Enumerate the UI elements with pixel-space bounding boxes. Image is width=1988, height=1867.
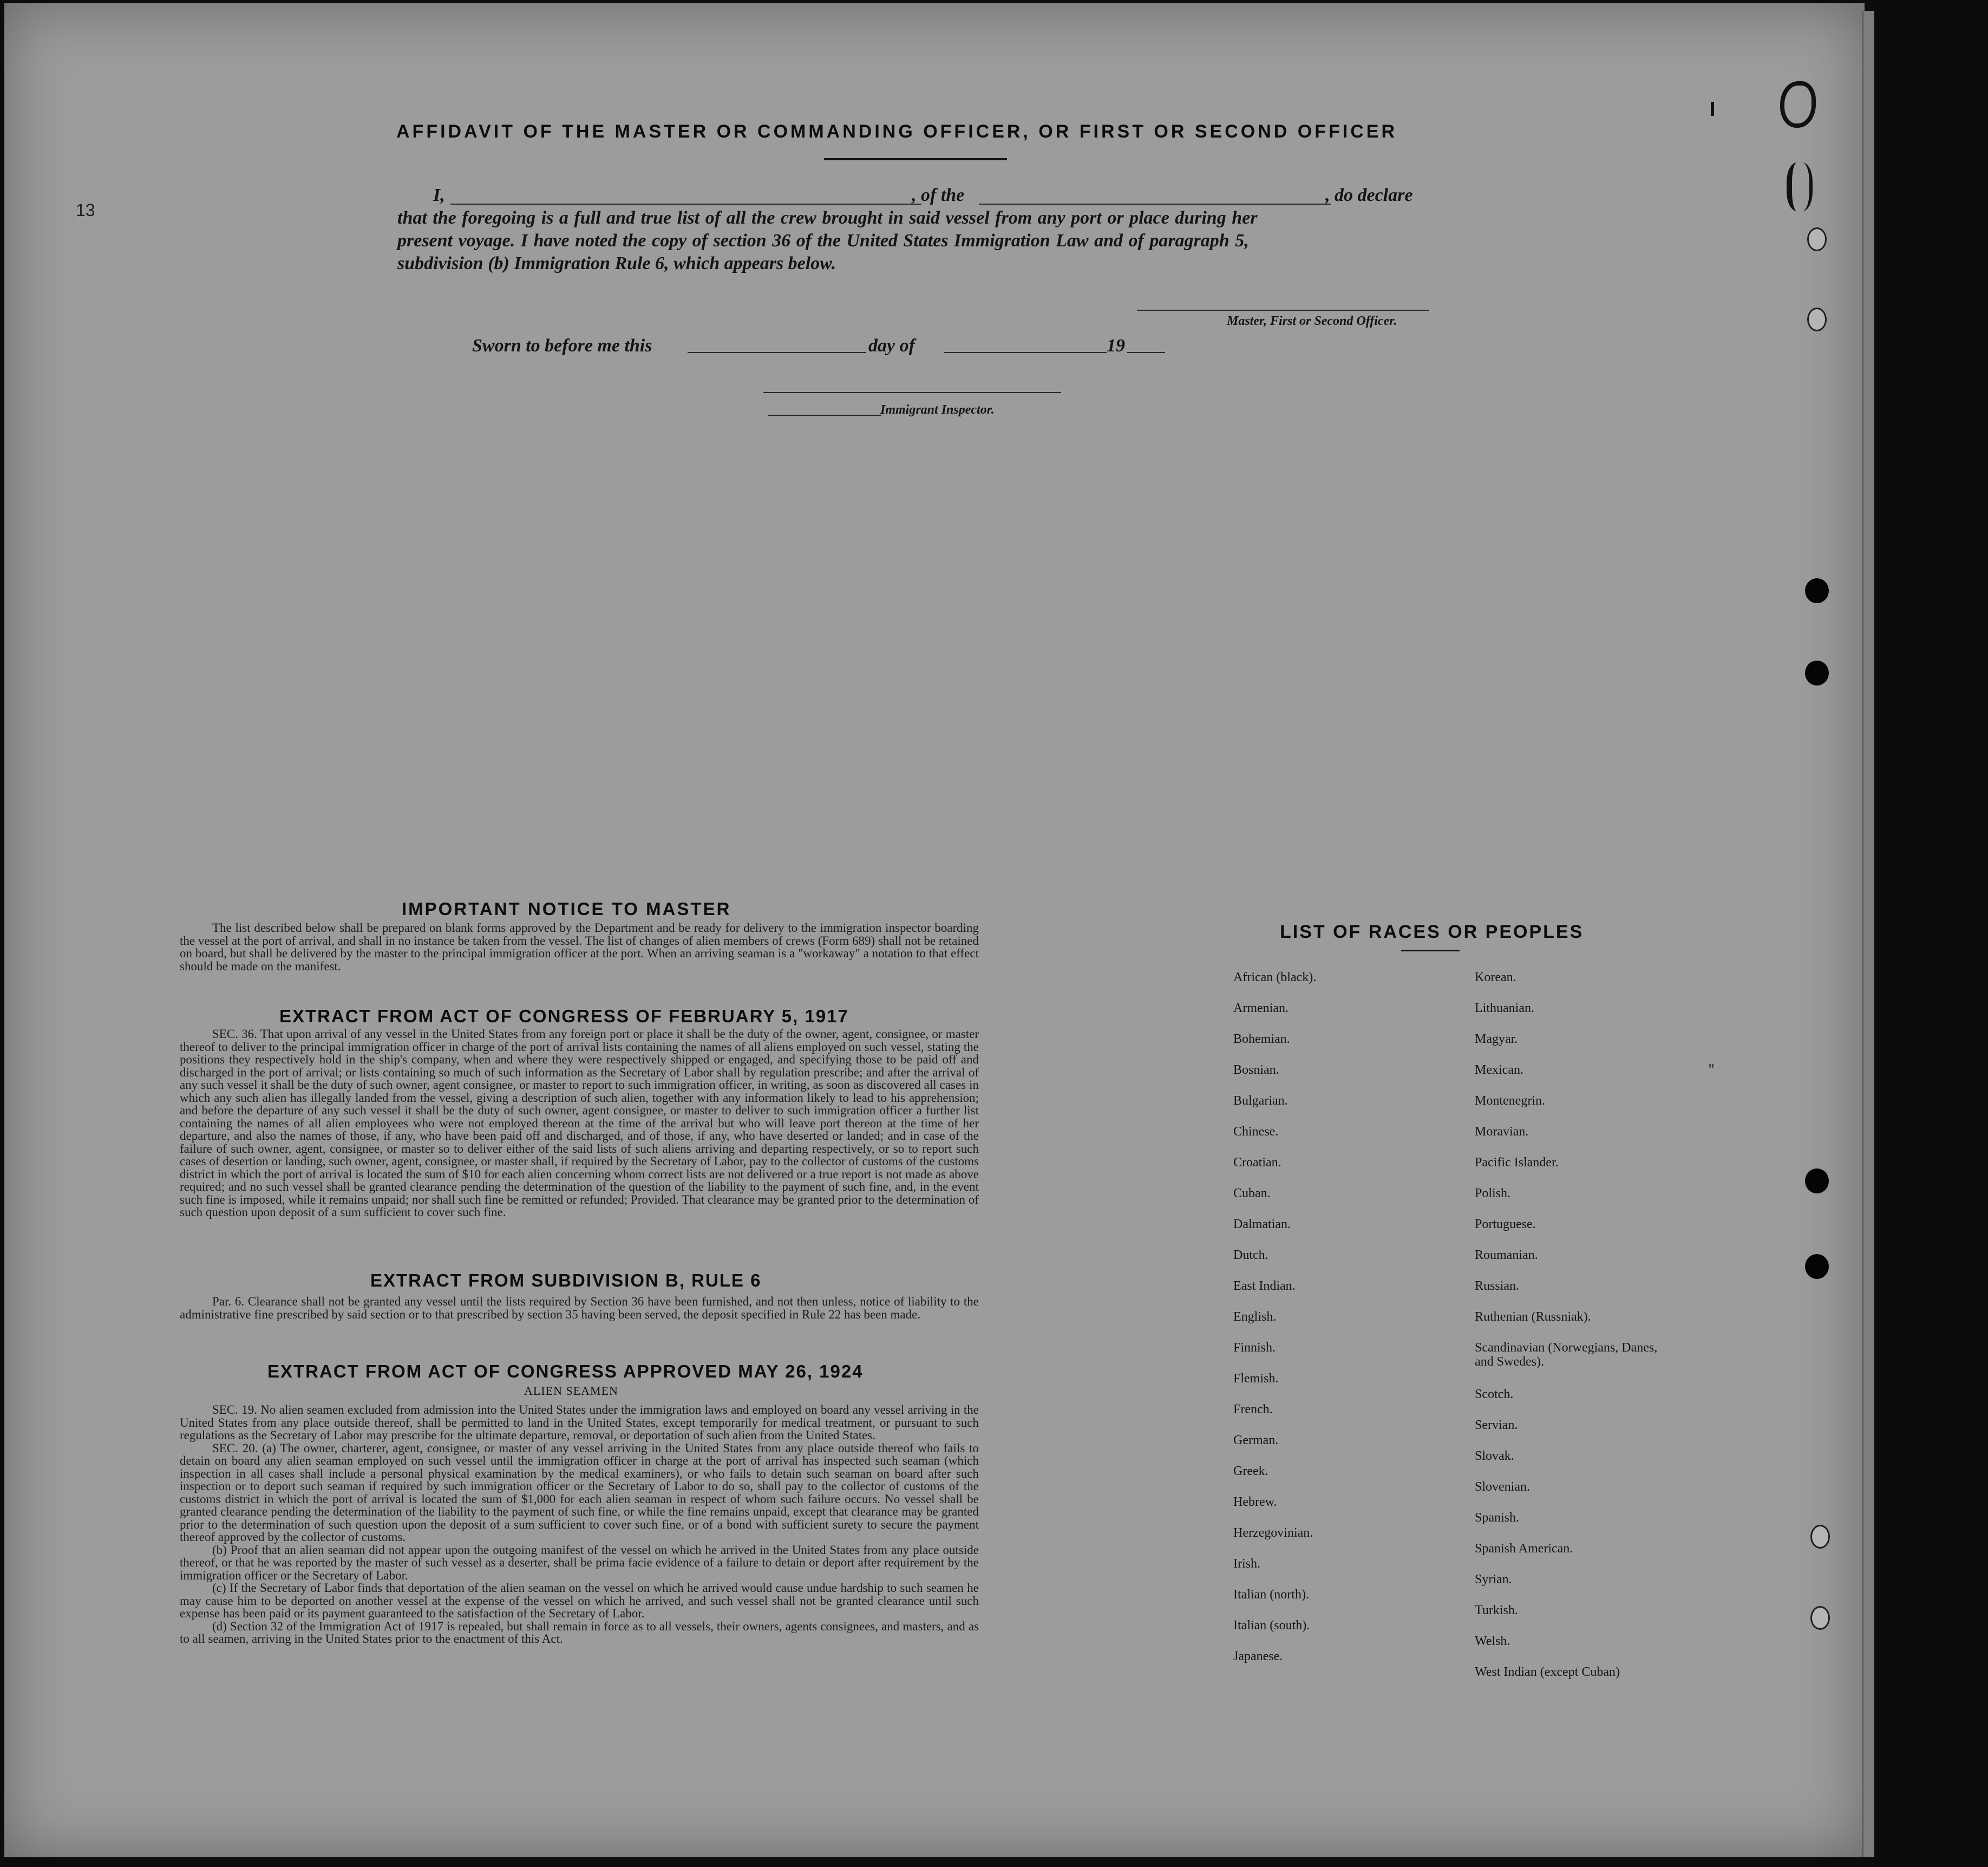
race-right-item: Spanish American. bbox=[1475, 1542, 1573, 1556]
section-19-paragraph: SEC. 19. No alien seamen excluded from admission into the United States under the immigration laws and employed on board any vessel arriving in the United States from any place outside thereof, shall be permitted to land in the United States, except temporarily for medical treatment, or pursuant to such regulations as the Secretary of Labor may prescribe for the ultimate departure, removal, or deportation of such alien from the United States. bbox=[180, 1403, 979, 1442]
section-20c-paragraph: (c) If the Secretary of Labor finds that deportation of the alien seaman on the vessel on which he arrived would cause undue hardship to such seamen he may cause him to be deported on another vessel at the expense of the vessel on which he arrived, and such vessel shall not be granted clearance until such expense has been paid or its payment guaranteed to the satisfaction of the Secretary of Labor. bbox=[180, 1581, 979, 1620]
page-edge bbox=[1862, 11, 1874, 1857]
race-left-item: East Indian. bbox=[1233, 1279, 1296, 1293]
extract-1924-title: EXTRACT FROM ACT OF CONGRESS APPROVED MAY 26, 1924 bbox=[267, 1361, 864, 1381]
race-left-item: Italian (south). bbox=[1233, 1618, 1310, 1633]
master-signature-line[interactable] bbox=[1137, 310, 1429, 311]
affidavit-i: I, bbox=[433, 185, 445, 205]
race-right-item: Korean. bbox=[1475, 970, 1516, 984]
notice-text bbox=[180, 922, 979, 972]
binder-hole bbox=[1805, 661, 1829, 686]
race-right-item: Polish. bbox=[1475, 1186, 1511, 1200]
race-right-item: Ruthenian (Russniak). bbox=[1475, 1310, 1591, 1324]
binder-hole bbox=[1810, 1606, 1830, 1630]
race-right-item: Spanish. bbox=[1475, 1511, 1520, 1525]
race-left-item: German. bbox=[1233, 1433, 1279, 1447]
section-20b-paragraph: (b) Proof that an alien seaman did not appear upon the outgoing manifest of the vessel on which he arrived in the United States from any place outside thereof, or that he was reported by the master of such vessel as a deserter, shall be prima facie evidence of a failure to detain or deport after requirement by the immigration officer or the Secretary of Labor. bbox=[180, 1543, 979, 1582]
race-left-item: Herzegovinian. bbox=[1233, 1526, 1313, 1540]
binder-hole bbox=[1807, 227, 1827, 251]
race-left-item: Greek. bbox=[1233, 1464, 1268, 1478]
race-right-item: Mexican. bbox=[1475, 1063, 1523, 1077]
race-left-item: Hebrew. bbox=[1233, 1495, 1277, 1509]
master-label: Master, First or Second Officer. bbox=[1227, 314, 1397, 328]
extract-1924-text bbox=[180, 1403, 979, 1646]
vessel-name-line[interactable] bbox=[979, 204, 1331, 205]
race-right-item: Scandinavian (Norwegians, Danes, and Swedes). bbox=[1475, 1341, 1658, 1369]
affidavit-line3: present voyage. I have noted the copy of section 36 of the United States Immigration Law and of paragraph 5, bbox=[397, 231, 1249, 251]
binder-hole bbox=[1805, 1254, 1829, 1279]
handwritten-mark-top bbox=[1780, 81, 1816, 128]
race-right-item: Magyar. bbox=[1475, 1032, 1518, 1046]
section-36-paragraph: SEC. 36. That upon arrival of any vessel in the United States from any foreign port or place it shall be the duty of the owner, agent, consignee, or master thereof to deliver to the principal immigration officer in charge of the port of arrival lists containing the names of all aliens employed on such vessel, stating the positions they respectively hold in the ship's company, when and where they were respectively shipped or engaged, and specifying those to be paid off and discharged in the port of arrival; or lists containing so much of such information as the Secretary of Labor shall by regulation prescribe; and after the arrival of any such vessel it shall be the duty of such owner, agent consignee, or master to report to such immigration officer, in writing, as soon as discovered all cases in which any such alien has illegally landed from the vessel, giving a description of such alien, together with any information likely to lead to his apprehension; and before the departure of any such vessel it shall be the duty of such owner, agent consignee, or master to deliver to such immigration officer a further list containing the names of all alien employees who were not employed thereon at the time of the arrival but who will leave port thereon at the time of her departure, and also the names of those, if any, who have been paid off and discharged, and of those, if any, who have deserted or landed; and in case of the failure of such owner, agent, consignee, or master so to deliver either of the said lists of such aliens arriving and departing respectively, or so to report such cases of desertion or landing, such owner, agent, consignee, or master shall, if required by the Secretary of Labor, pay to the collector of customs of the customs district in which the port of arrival is located the sum of $10 for each alien concerning whom correct lists are not delivered or a true report is not made as above required; and no such vessel shall be granted clearance pending the determination of the question of the liability to the payment of such fine, and, in the event such fine is imposed, while it remains unpaid; nor shall such fine be remitted or refunded; Provided. That clearance may be granted prior to the determination of such question upon deposit of a sum sufficient to cover such fine. bbox=[180, 1027, 979, 1219]
binder-hole bbox=[1805, 1168, 1829, 1193]
notice-title: IMPORTANT NOTICE TO MASTER bbox=[402, 899, 731, 919]
declarant-name-line[interactable] bbox=[450, 204, 921, 205]
race-left-item: Flemish. bbox=[1233, 1372, 1279, 1386]
race-left-item: Croatian. bbox=[1233, 1156, 1281, 1170]
race-right-item: Pacific Islander. bbox=[1475, 1156, 1559, 1170]
section-20d-paragraph: (d) Section 32 of the Immigration Act of 1917 is repealed, but shall remain in force as to all vessels, their owners, agents consignees, and masters, and as to all seamen, arriving in the United States prior to the enactment of this Act. bbox=[180, 1619, 979, 1646]
sworn-text: Sworn to before me this bbox=[472, 336, 652, 356]
race-right-item: Portuguese. bbox=[1475, 1217, 1536, 1231]
race-right-item: West Indian (except Cuban) bbox=[1475, 1665, 1620, 1679]
races-title-rule bbox=[1401, 950, 1460, 951]
affidavit-declare: , do declare bbox=[1325, 185, 1413, 205]
race-left-item: Finnish. bbox=[1233, 1341, 1276, 1355]
section-20a-paragraph: SEC. 20. (a) The owner, charterer, agent, consignee, or master of any vessel arriving in the United States from any place outside thereof who fails to detain on board any alien seaman employed on such vessel until the immigration officer in charge at the port of arrival has inspected such seaman (which inspection in all cases shall include a personal physical examination by the medical examiners), or who fails to detain such seaman on board after such inspection or to deport such seaman if required by such immigration officer or the Secretary of Labor to do so, shall pay to the collector of customs of the customs district in which the port of arrival is located the sum of $1,000 for each alien seaman in respect of whom such failure occurs. No vessel shall be granted clearance pending the determination of the liability to the payment of such fine, or while the fine remains unpaid, except that clearance may be granted prior to the determination of such question upon the deposit of a sum sufficient to cover such fine, or of a bond with sufficient surety to secure the payment thereof approved by the collector of customs. bbox=[180, 1441, 979, 1544]
edge-tick bbox=[1711, 102, 1714, 116]
subdivision-b-text bbox=[180, 1295, 979, 1321]
binder-hole bbox=[1810, 1525, 1830, 1549]
race-right-item: Montenegrin. bbox=[1475, 1094, 1545, 1108]
binder-hole bbox=[1807, 308, 1827, 331]
handwritten-mark-second bbox=[1787, 162, 1813, 211]
race-left-item: Bosnian. bbox=[1233, 1063, 1279, 1077]
race-right-item: Scotch. bbox=[1475, 1387, 1514, 1401]
race-left-item: Japanese. bbox=[1233, 1649, 1283, 1663]
extract-1917-title: EXTRACT FROM ACT OF CONGRESS OF FEBRUARY 5, 1917 bbox=[279, 1006, 849, 1026]
race-right-item: Slovak. bbox=[1475, 1449, 1514, 1463]
race-right-item: Servian. bbox=[1475, 1418, 1518, 1432]
margin-mark-lower-right: ” bbox=[1709, 1061, 1714, 1079]
race-left-item: Chinese. bbox=[1233, 1125, 1279, 1139]
race-right-item: Russian. bbox=[1475, 1279, 1520, 1293]
race-left-item: African (black). bbox=[1233, 970, 1317, 984]
inspector-signature-line-upper[interactable] bbox=[763, 392, 1061, 393]
race-left-item: Dalmatian. bbox=[1233, 1217, 1291, 1231]
binder-hole bbox=[1805, 578, 1829, 603]
race-left-item: Dutch. bbox=[1233, 1248, 1268, 1262]
notice-paragraph: The list described below shall be prepared on blank forms approved by the Department and be ready for delivery to the immigration inspector boarding the vessel at the port of arrival, and shall in no instance be taken from the vessel. The list of changes of alien members of crews (Form 689) shall not be retained on board, but shall be delivered by the master to the principal immigration officer at the port. When an arriving seaman is a "workaway" a notation to that effect should be made on the manifest. bbox=[180, 921, 979, 973]
race-right-item: Moravian. bbox=[1475, 1125, 1529, 1139]
sworn-day-of: day of bbox=[868, 336, 915, 356]
race-left-item: Bohemian. bbox=[1233, 1032, 1290, 1046]
races-title: LIST OF RACES OR PEOPLES bbox=[1280, 922, 1584, 942]
inspector-signature-line[interactable] bbox=[768, 415, 881, 416]
race-left-item: Bulgarian. bbox=[1233, 1094, 1288, 1108]
sworn-date-line[interactable] bbox=[688, 352, 866, 353]
race-right-item: Welsh. bbox=[1475, 1634, 1510, 1648]
race-right-item: Syrian. bbox=[1475, 1572, 1512, 1587]
affidavit-line2: that the foregoing is a full and true list of all the crew brought in said vessel from any port or place during her bbox=[397, 208, 1258, 228]
sworn-month-line[interactable] bbox=[944, 352, 1107, 353]
race-left-item: Armenian. bbox=[1233, 1001, 1289, 1015]
race-right-item: Lithuanian. bbox=[1475, 1001, 1534, 1015]
extract-1917-text bbox=[180, 1028, 979, 1219]
race-right-item: Slovenian. bbox=[1475, 1480, 1530, 1494]
affidavit-title: AFFIDAVIT OF THE MASTER OR COMMANDING OFFICER, OR FIRST OR SECOND OFFICER bbox=[396, 121, 1397, 142]
paragraph-6: Par. 6. Clearance shall not be granted any vessel until the lists required by Section 36 have been furnished, and not then unless, notice of liability to the administrative fine prescribed by said section or to that prescribed by section 35 having been served, the deposit specified in Rule 22 has been made. bbox=[180, 1295, 979, 1321]
affidavit-of-the: , of the bbox=[912, 185, 965, 205]
affidavit-line4: subdivision (b) Immigration Rule 6, which appears below. bbox=[397, 253, 836, 273]
sworn-year-prefix: 19 bbox=[1107, 336, 1125, 356]
race-left-item: English. bbox=[1233, 1310, 1277, 1324]
subdivision-b-title: EXTRACT FROM SUBDIVISION B, RULE 6 bbox=[370, 1270, 762, 1290]
sworn-year-line[interactable] bbox=[1127, 352, 1165, 353]
race-right-item: Roumanian. bbox=[1475, 1248, 1538, 1262]
race-left-item: Italian (north). bbox=[1233, 1588, 1309, 1602]
inspector-label: Immigrant Inspector. bbox=[880, 403, 995, 417]
affidavit-title-rule bbox=[824, 158, 1007, 160]
race-left-item: Cuban. bbox=[1233, 1186, 1271, 1200]
extract-1924-subtitle: ALIEN SEAMEN bbox=[524, 1384, 618, 1398]
race-right-item: Turkish. bbox=[1475, 1603, 1518, 1617]
race-left-item: French. bbox=[1233, 1402, 1273, 1416]
margin-mark-top-left: 13 bbox=[76, 200, 95, 220]
race-left-item: Irish. bbox=[1233, 1557, 1260, 1571]
